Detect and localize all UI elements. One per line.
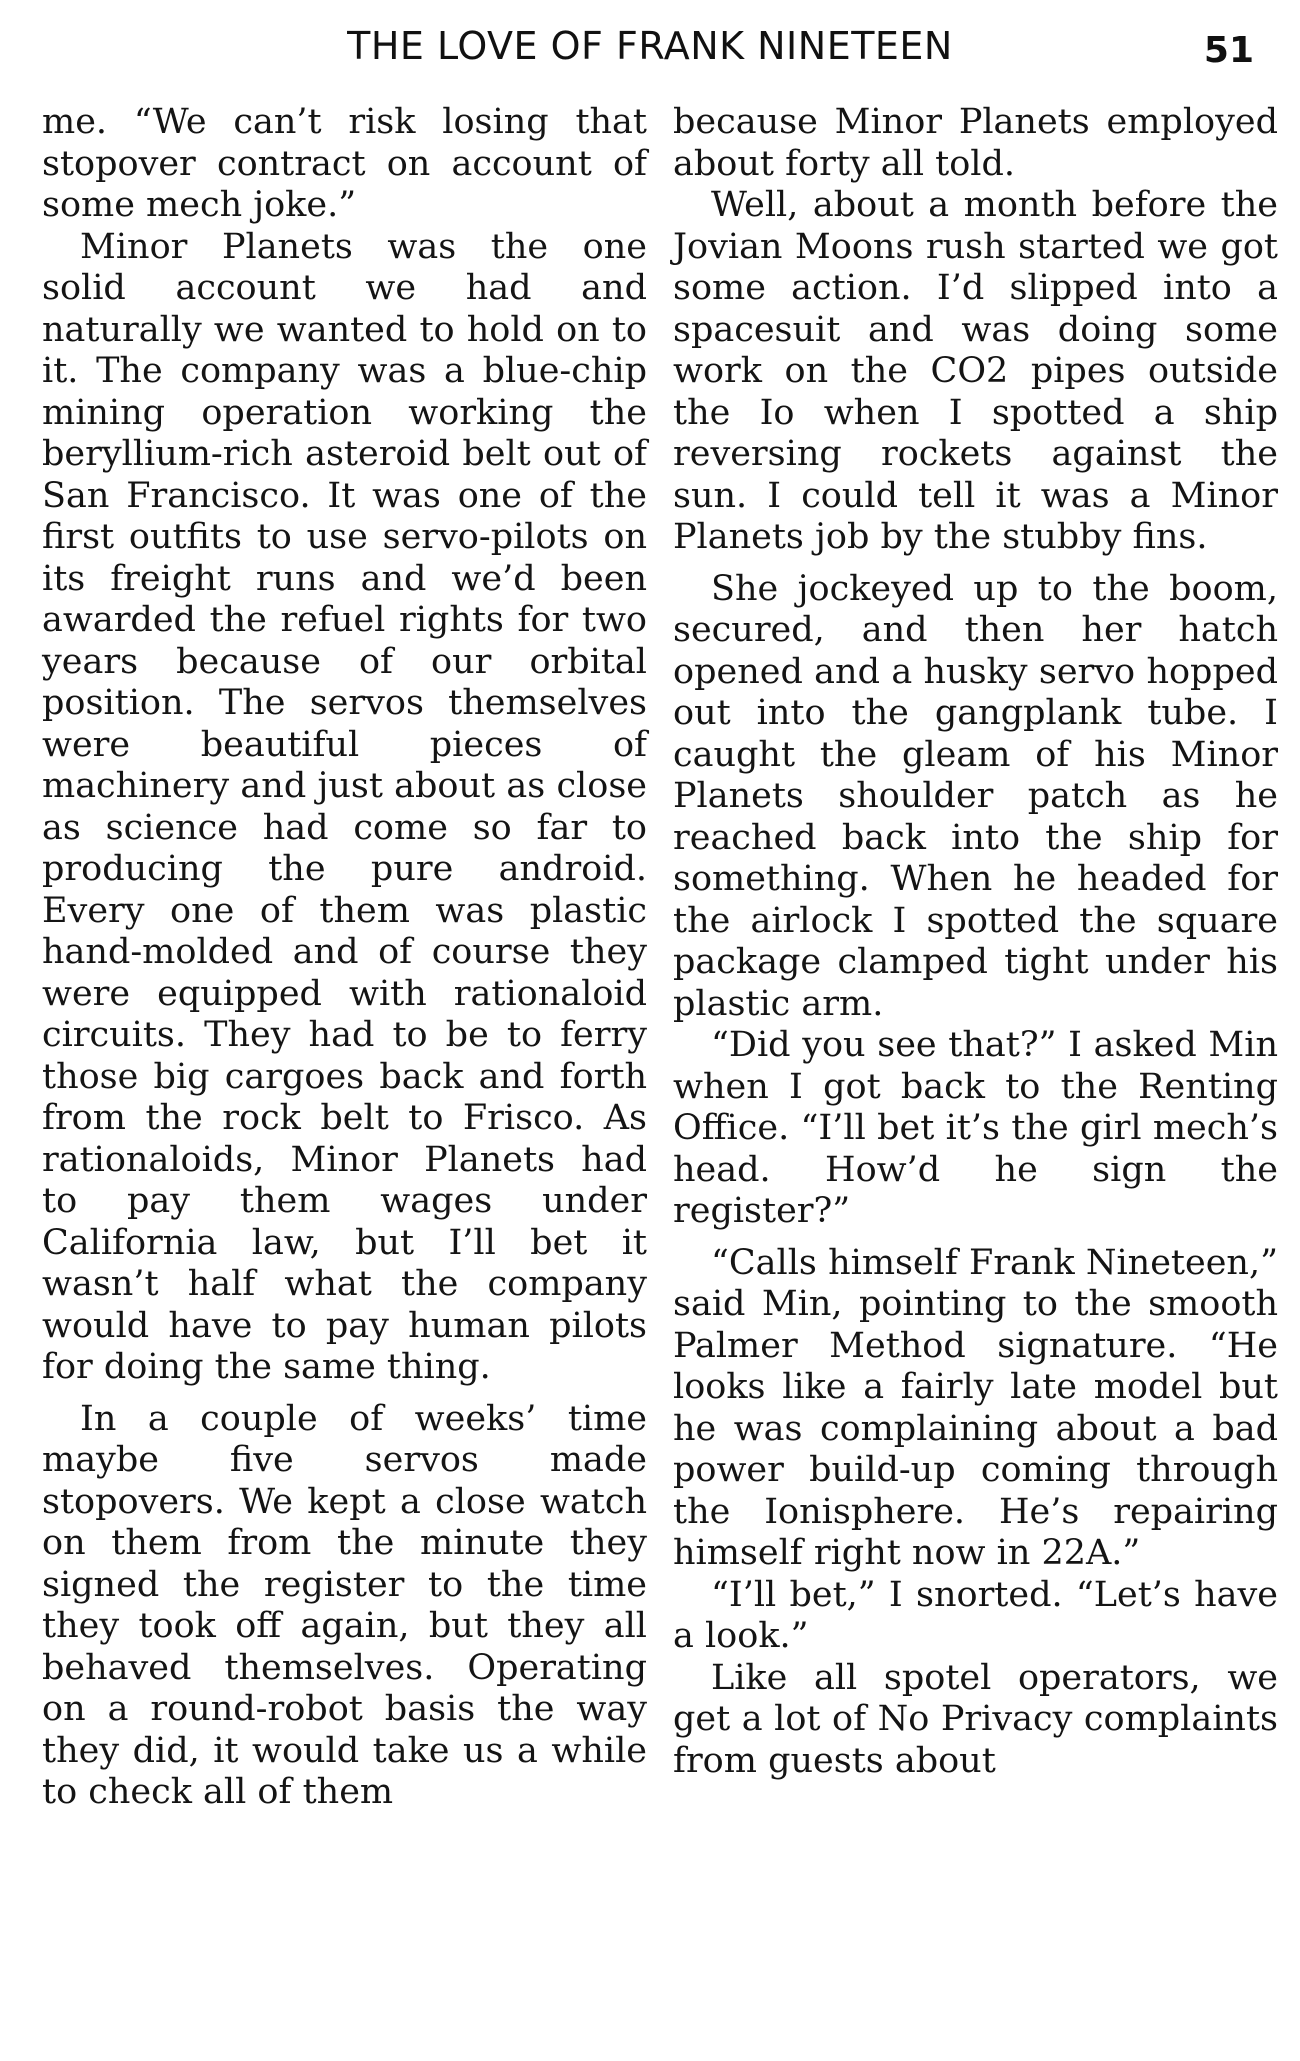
paragraph-text: “Did you see that?” I asked Min when I got back to the Renting Office. “I’ll bet it’s the girl mech’s head. How’d he sign the register?” bbox=[673, 1025, 1278, 1231]
paragraph-text: me. “We can’t risk losing that stopover contract on account of some mech joke.” bbox=[42, 102, 647, 225]
paragraph bbox=[673, 569, 1278, 1026]
paragraph-text: “Calls himself Frank Nineteen,” said Min, pointing to the smooth Palmer Method signature. “He looks like a fairly late model but he was complaining about a bad power build-up coming through the Ionisphere. He’s repairing himself right now in 22A.” bbox=[673, 1242, 1278, 1573]
paragraph bbox=[673, 1243, 1278, 1575]
left-column bbox=[42, 102, 647, 1814]
page-header bbox=[0, 24, 1300, 84]
paragraph-text: “I’ll bet,” I snorted. “Let’s have a look.” bbox=[673, 1574, 1278, 1656]
paragraph bbox=[42, 102, 647, 227]
paragraph-text: Like all spotel operators, we get a lot of No Privacy complaints from guests about bbox=[673, 1657, 1278, 1781]
paragraph bbox=[673, 1025, 1278, 1233]
right-column bbox=[673, 102, 1278, 1782]
paragraph-text: Well, about a month before the Jovian Moons rush started we got some action. I’d slipped into a spacesuit and was doing some work on the CO2 pipes outside the Io when I spotted a ship reversing rockets against the sun. I could tell it was a Minor Planets job by the stubby fins. bbox=[673, 185, 1278, 557]
paragraph bbox=[673, 1575, 1278, 1658]
paragraph bbox=[673, 185, 1278, 559]
paragraph-text: because Minor Planets employed about forty all told. bbox=[673, 102, 1278, 184]
paragraph-text: In a couple of weeks’ time maybe five servos made stopovers. We kept a close watch on them from the minute they signed the register to the time they took off again, but they all behaved themselves. Operating on a round-robot basis the way they did, it would take us a while to check all of them bbox=[42, 1398, 647, 1812]
paragraph bbox=[673, 1658, 1278, 1783]
paragraph bbox=[42, 227, 647, 1389]
page-number: 51 bbox=[1203, 30, 1254, 71]
paragraph bbox=[42, 1399, 647, 1814]
paragraph bbox=[673, 102, 1278, 185]
running-title: THE LOVE OF FRANK NINETEEN bbox=[347, 24, 953, 68]
paragraph-text: Minor Planets was the one solid account we had and naturally we wanted to hold on to it. The company was a blue-chip mining operation working the beryllium-rich asteroid belt out of San Francisco. It was one of the first outfits to use servo-pilots on its freight runs and we’d been awarded the refuel rights for two years because of our orbital position. The servos themselves were beautiful pieces of machinery and just about as close as science had come so far to producing the pure android. Every one of them was plastic hand-molded and of course they were equipped with rationaloid circuits. They had to be to ferry those big cargoes back and forth from the rock belt to Frisco. As rationaloids, Minor Planets had to pay them wages under California law, but I’ll bet it wasn’t half what the company would have to pay human pilots for doing the same thing. bbox=[42, 226, 647, 1387]
paragraph-text: She jockeyed up to the boom, secured, and then her hatch opened and a husky servo hopped out into the gangplank tube. I caught the gleam of his Minor Planets shoulder patch as he reached back into the ship for something. When he headed for the airlock I spotted the square package clamped tight under his plastic arm. bbox=[673, 568, 1278, 1024]
